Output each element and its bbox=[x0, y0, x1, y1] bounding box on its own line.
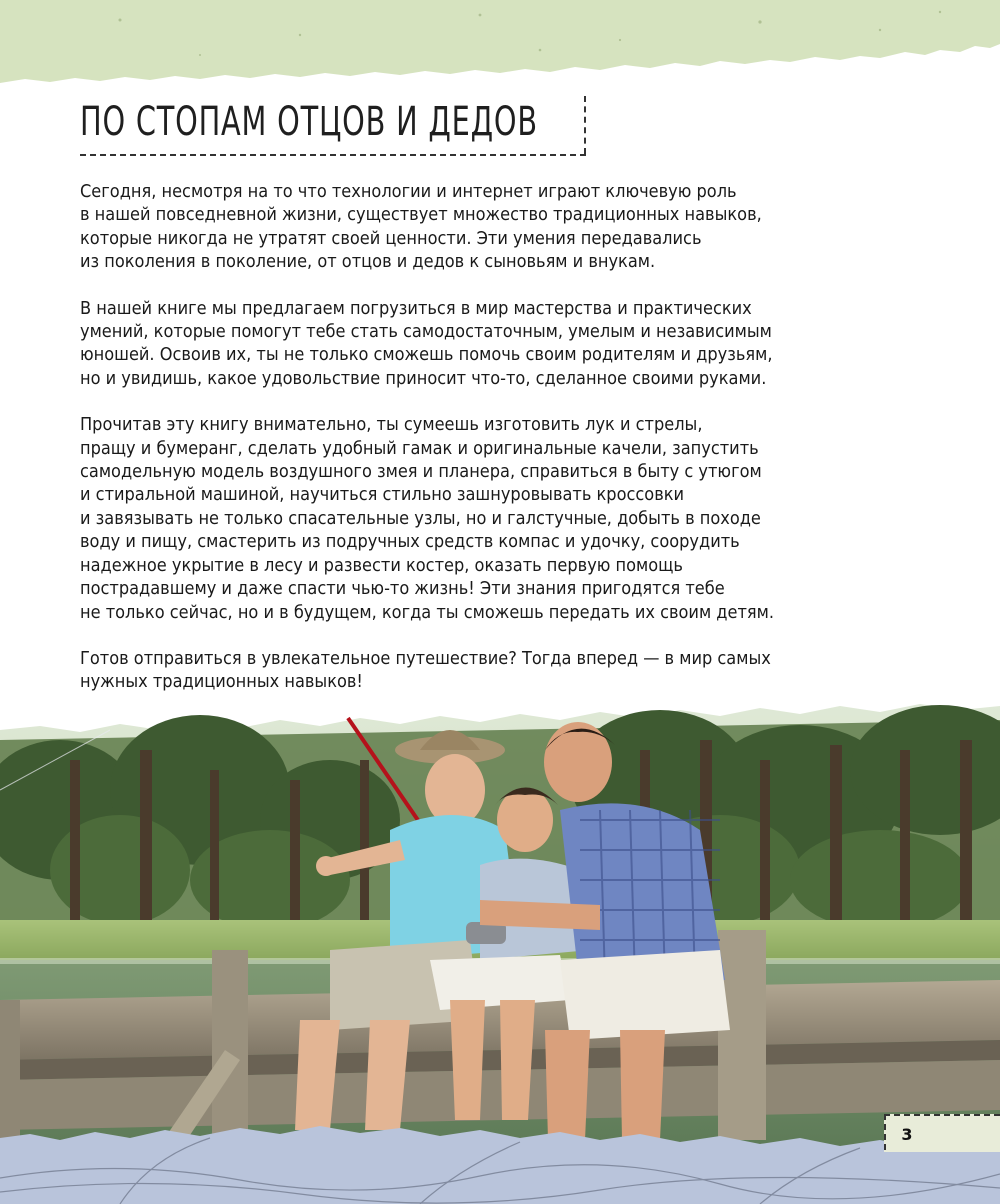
text-line: Сегодня, несмотря на то что технологии и интернет играют ключевую роль bbox=[80, 181, 737, 202]
text-line: юношей. Освоив их, ты не только сможешь помочь своим родителям и друзьям, bbox=[80, 344, 773, 366]
text-line: не только сейчас, но и в будущем, когда ты сможешь передать их своим детям. bbox=[80, 601, 775, 623]
text-line: надежное укрытие в лесу и развести костер, оказать первую помощь bbox=[80, 554, 683, 576]
text-line: самодельную модель воздушного змея и планера, справиться в быту с утюгом bbox=[80, 461, 762, 483]
paragraph-1 bbox=[80, 180, 930, 274]
text-line: пращу и бумеранг, сделать удобный гамак и оригинальные качели, запустить bbox=[80, 437, 759, 459]
fishing-photo bbox=[0, 700, 1000, 1150]
paragraph-3 bbox=[80, 413, 930, 624]
text-line: воду и пищу, смастерить из подручных средств компас и удочку, соорудить bbox=[80, 531, 740, 553]
text-line: Готов отправиться в увлекательное путешествие? Тогда вперед — в мир самых bbox=[80, 647, 771, 669]
paragraph-2 bbox=[80, 297, 930, 391]
text-line: и стиральной машиной, научиться стильно зашнуровывать кроссовки bbox=[80, 484, 685, 506]
text-line: умений, которые помогут тебе стать самодостаточным, умелым и независимым bbox=[80, 321, 772, 343]
text-line: нужных традиционных навыков! bbox=[80, 671, 363, 693]
text-line: в нашей повседневной жизни, существует множество традиционных навыков, bbox=[80, 204, 762, 226]
text-line: и завязывать не только спасательные узлы, но и галстучные, добыть в походе bbox=[80, 507, 761, 529]
text-line: но и увидишь, какое удовольствие приносит что-то, сделанное своими руками. bbox=[80, 367, 767, 389]
bottom-decor-band bbox=[0, 1118, 1000, 1204]
text-line: пострадавшему и даже спасти чью-то жизнь! Эти знания пригодятся тебе bbox=[80, 578, 725, 600]
text-line: которые никогда не утратят своей ценности. Эти умения передавались bbox=[80, 227, 702, 249]
body-text bbox=[80, 180, 930, 717]
text-line: Прочитав эту книгу внимательно, ты сумеешь изготовить лук и стрелы, bbox=[80, 414, 703, 436]
title-dashed-underline bbox=[80, 154, 586, 156]
paragraph-4 bbox=[80, 647, 930, 694]
text-line: В нашей книге мы предлагаем погрузиться в мир мастерства и практических bbox=[80, 297, 752, 319]
page-number: 3 bbox=[901, 1125, 913, 1144]
text-line: из поколения в поколение, от отцов и дедов к сыновьям и внукам. bbox=[80, 251, 656, 273]
title-dashed-side bbox=[584, 96, 586, 154]
title-block bbox=[80, 92, 590, 160]
page-title: ПО СТОПАМ ОТЦОВ И ДЕДОВ bbox=[80, 99, 538, 145]
